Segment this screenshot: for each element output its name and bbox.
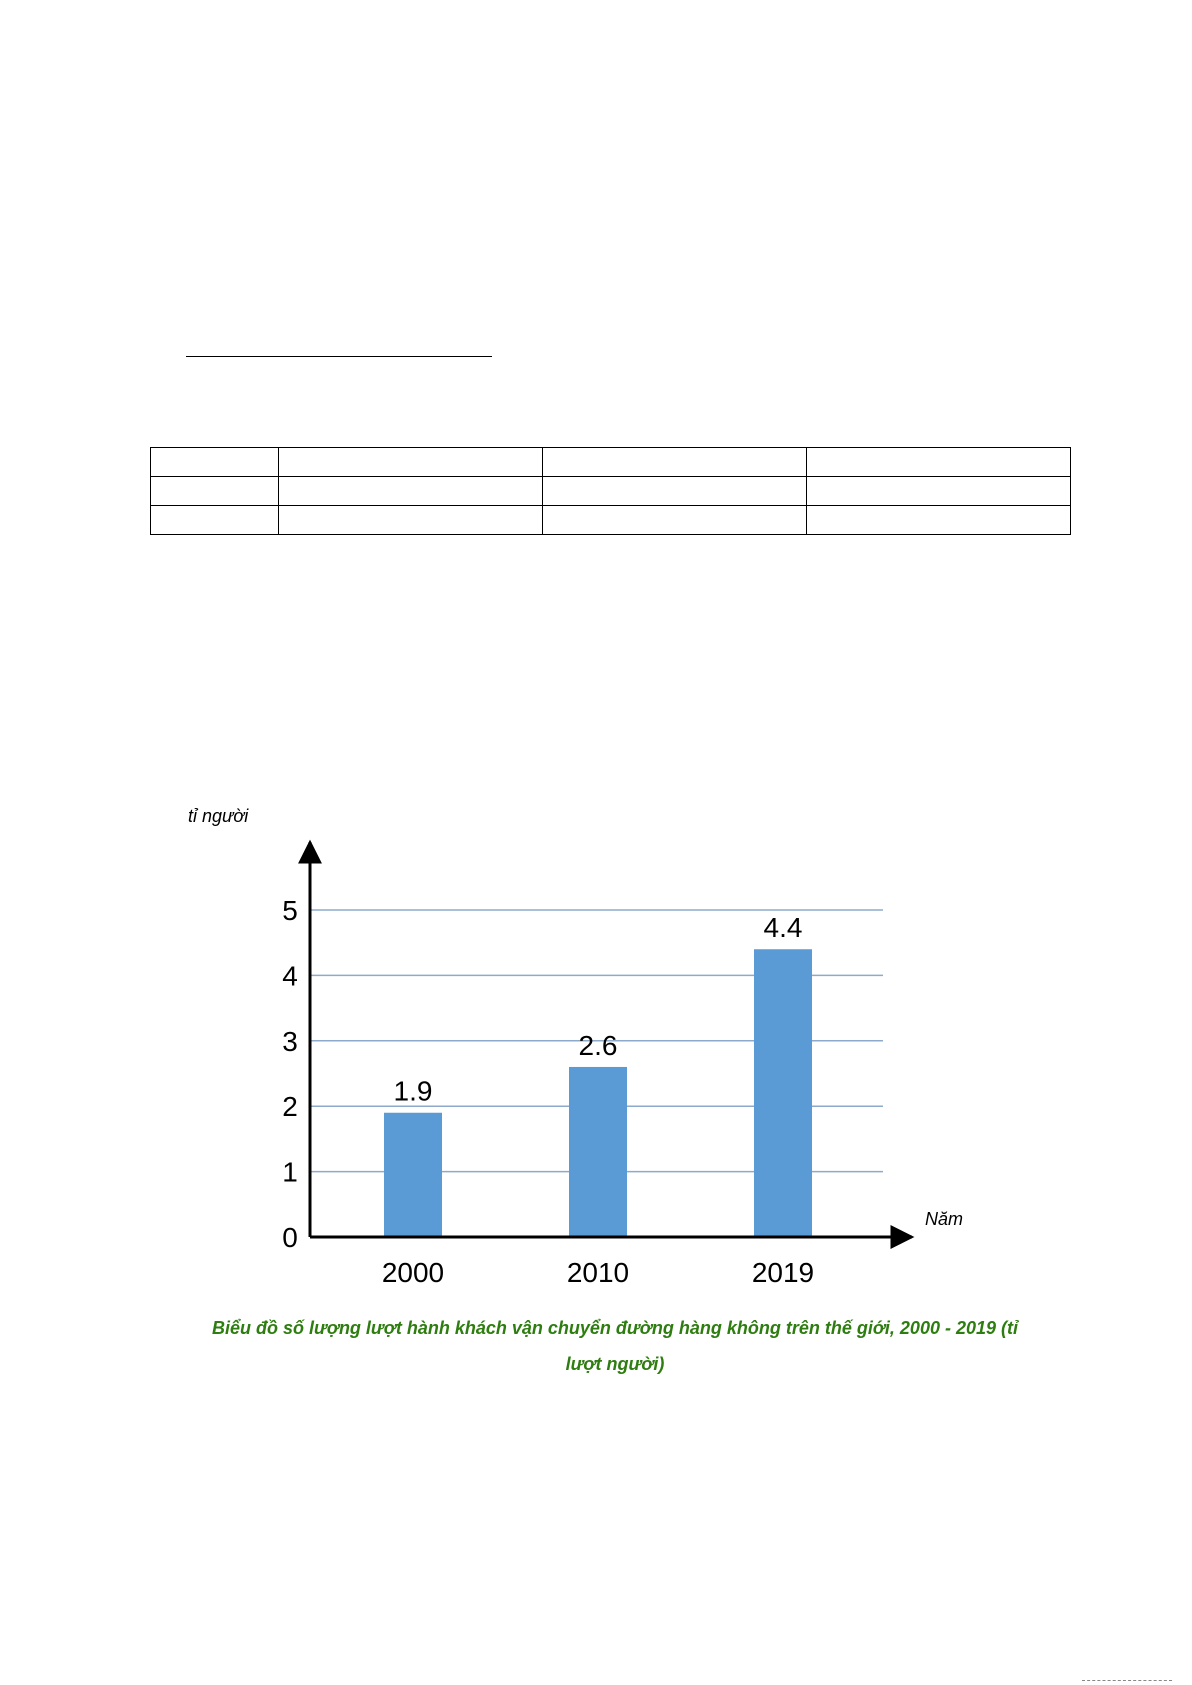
x-axis-label: Năm	[925, 1209, 964, 1229]
table-cell	[807, 477, 1071, 506]
y-tick-labels	[282, 895, 298, 1253]
data-label: 1.9	[393, 1075, 433, 1107]
table-row	[151, 448, 1071, 477]
heading-underline	[186, 356, 492, 357]
bar	[569, 1067, 627, 1237]
x-tick-label: 2000	[381, 1257, 445, 1288]
bar	[754, 949, 812, 1237]
data-label: 2.6	[578, 1029, 618, 1061]
y-tick-label: 4	[282, 960, 298, 992]
table-cell	[807, 506, 1071, 535]
x-tick-labels	[382, 1257, 814, 1288]
table-cell	[151, 506, 279, 535]
data-label: 4.4	[763, 912, 803, 944]
table-cell	[279, 506, 543, 535]
table-row	[151, 506, 1071, 535]
table-row	[151, 477, 1071, 506]
table-cell	[543, 506, 807, 535]
bars	[384, 949, 812, 1237]
data-table	[150, 447, 1071, 535]
page-footer-dash	[1082, 1680, 1172, 1681]
chart-caption-line1: Biểu đồ số lượng lượt hành khách vận chuyển đường hàng không trên thế giới, 2000 - 2019 (tỉ	[212, 1318, 1018, 1338]
table-cell	[151, 477, 279, 506]
bar	[384, 1113, 442, 1237]
bar-chart	[0, 790, 1192, 1288]
x-tick-label: 2019	[751, 1257, 815, 1288]
table-cell	[279, 448, 543, 477]
x-tick-label: 2010	[566, 1257, 630, 1288]
table-cell	[543, 448, 807, 477]
table-cell	[151, 448, 279, 477]
y-axis-label: tỉ người	[188, 806, 249, 826]
y-tick-label: 2	[282, 1091, 298, 1123]
y-tick-label: 5	[282, 895, 298, 926]
chart-caption-line2: lượt người)	[565, 1354, 665, 1374]
y-tick-label: 3	[282, 1025, 298, 1057]
table-cell	[807, 448, 1071, 477]
y-tick-label: 1	[282, 1156, 298, 1188]
table-cell	[543, 477, 807, 506]
y-tick-label: 0	[282, 1222, 298, 1253]
table-cell	[279, 477, 543, 506]
